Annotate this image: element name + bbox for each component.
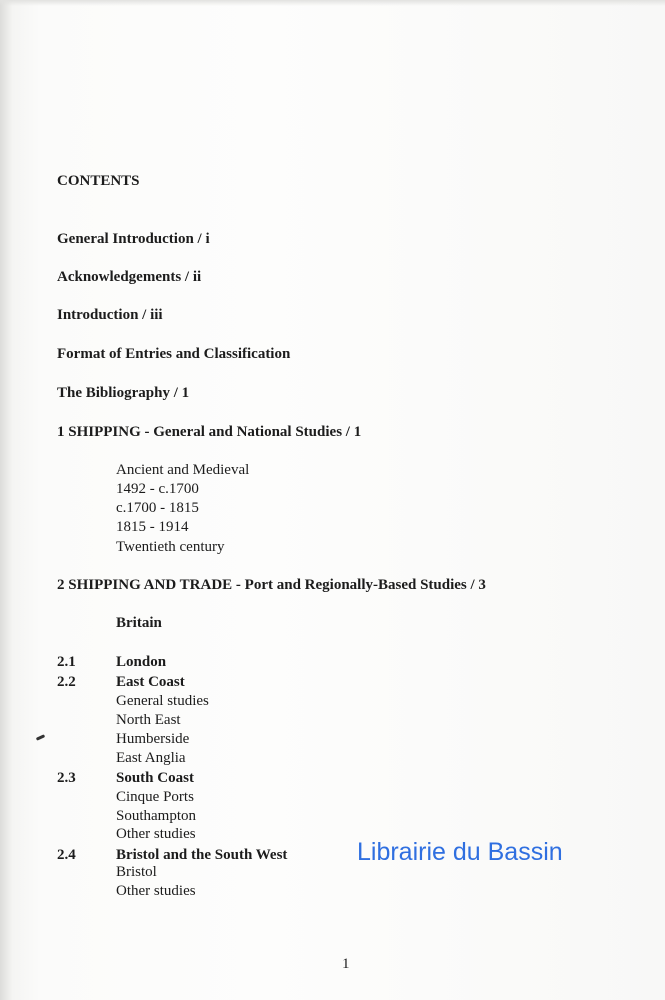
front-matter-bibliography: The Bibliography / 1 [57,385,190,401]
front-matter-general-introduction: General Introduction / i [57,231,210,247]
section-1-title: 1 SHIPPING - General and National Studies / 1 [57,424,362,440]
entry-item: General studies [116,693,209,709]
section-1-item: 1492 - c.1700 [116,481,199,497]
section-2-title: 2 SHIPPING AND TRADE - Port and Regionally-Based Studies / 3 [57,577,486,593]
entry-number: 2.1 [57,654,76,670]
pen-mark [36,734,45,741]
entry-title: South Coast [116,770,194,786]
entry-item: Bristol [116,864,157,880]
front-matter-introduction: Introduction / iii [57,307,163,323]
entry-item: East Anglia [116,750,186,766]
entry-item: Humberside [116,731,190,747]
show-through-texture [430,60,660,940]
entry-item: Cinque Ports [116,789,194,805]
entry-item: Other studies [116,883,196,899]
entry-title: Bristol and the South West [116,847,288,863]
entry-number: 2.4 [57,847,76,863]
page-number: 1 [342,956,350,972]
entry-item: Other studies [116,826,196,842]
section-1-item: 1815 - 1914 [116,519,189,535]
entry-item: Southampton [116,808,197,824]
section-1-item: c.1700 - 1815 [116,500,199,516]
entry-item: North East [116,712,181,728]
page-top-shadow [0,0,665,6]
section-1-item: Ancient and Medieval [116,462,250,478]
front-matter-acknowledgements: Acknowledgements / ii [57,269,202,285]
contents-heading: CONTENTS [57,173,140,189]
page-edge-shadow [0,0,12,1000]
entry-number: 2.3 [57,770,76,786]
entry-title: East Coast [116,674,185,690]
section-2-subheading: Britain [116,615,162,631]
entry-title: London [116,654,167,670]
seller-watermark: Librairie du Bassin [357,838,563,866]
section-1-item: Twentieth century [116,539,225,555]
entry-number: 2.2 [57,674,76,690]
front-matter-format-of-entries: Format of Entries and Classification [57,346,291,362]
